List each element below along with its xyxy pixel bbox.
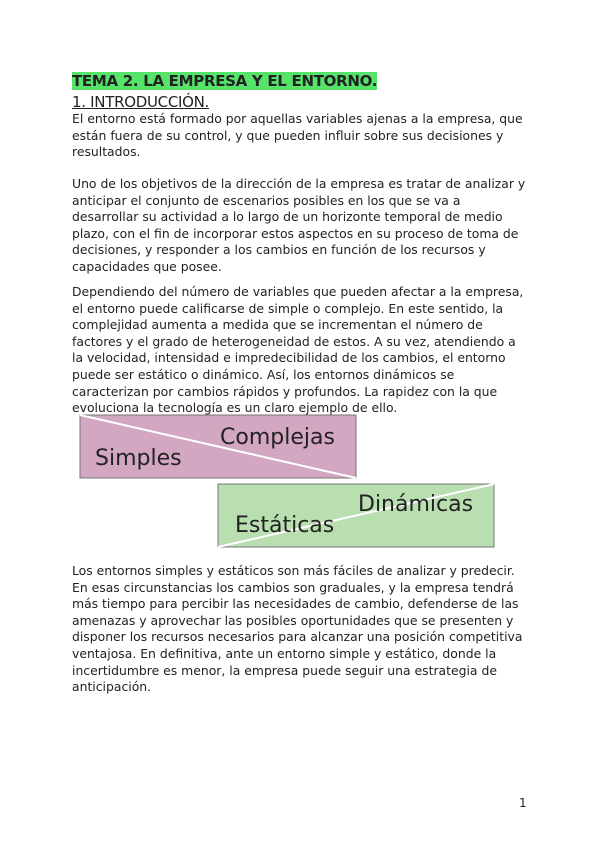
paragraph-objectives: Uno de los objetivos de la dirección de la empresa es tratar de analizar y anticipar el conjunto de escenarios posibles en los que se va a desarrollar su actividad a lo largo de un horizonte temporal de medio plazo, con el fin de incorporar estos aspectos en su proceso de toma de decisiones, y responder a los cambios en función de los recursos y capacidades que posee.: [72, 176, 526, 274]
paragraph-definition: El entorno está formado por aquellas variables ajenas a la empresa, que están fuera de su control, y que pueden influir sobre sus decisiones y resultados.: [72, 111, 523, 160]
simples-label: Simples: [95, 446, 182, 471]
paragraph-simple-static: Los entornos simples y estáticos son más fáciles de analizar y predecir. En esas circunstancias los cambios son graduales, y la empresa tendrá más tiempo para percibir las necesidades de cambio, defenderse de las amenazas y aprovechar las posibles oportunidades que se presenten y disponer los recursos necesarios para alcanzar una posición competitiva ventajosa. En definitiva, ante un entorno simple y estático, donde la incertidumbre es menor, la empresa puede seguir una estrategia de anticipación.: [72, 563, 523, 695]
static-dynamic-box: [218, 484, 494, 547]
complejas-label: Complejas: [220, 425, 335, 450]
estaticas-label: Estáticas: [235, 513, 335, 538]
section-heading: 1. INTRODUCCIÓN.: [72, 93, 210, 111]
page-number: 1: [519, 796, 527, 810]
paragraph-complexity: Dependiendo del número de variables que pueden afectar a la empresa, el entorno puede calificarse de simple o complejo. En este sentido, la complejidad aumenta a medida que se incrementan el número de factores y el grado de heterogeneidad de estos. A su vez, atendiendo a la velocidad, intensidad e impredecibilidad de los cambios, el entorno puede ser estático o dinámico. Así, los entornos dinámicos se caracterizan por cambios rápidos y profundos. La rapidez con la que evoluciona la tecnología es un claro ejemplo de ello.: [72, 284, 524, 416]
simple-complex-box: [80, 415, 356, 478]
page-title: TEMA 2. LA EMPRESA Y EL ENTORNO.: [72, 72, 378, 90]
dinamicas-label: Dinámicas: [358, 492, 474, 517]
